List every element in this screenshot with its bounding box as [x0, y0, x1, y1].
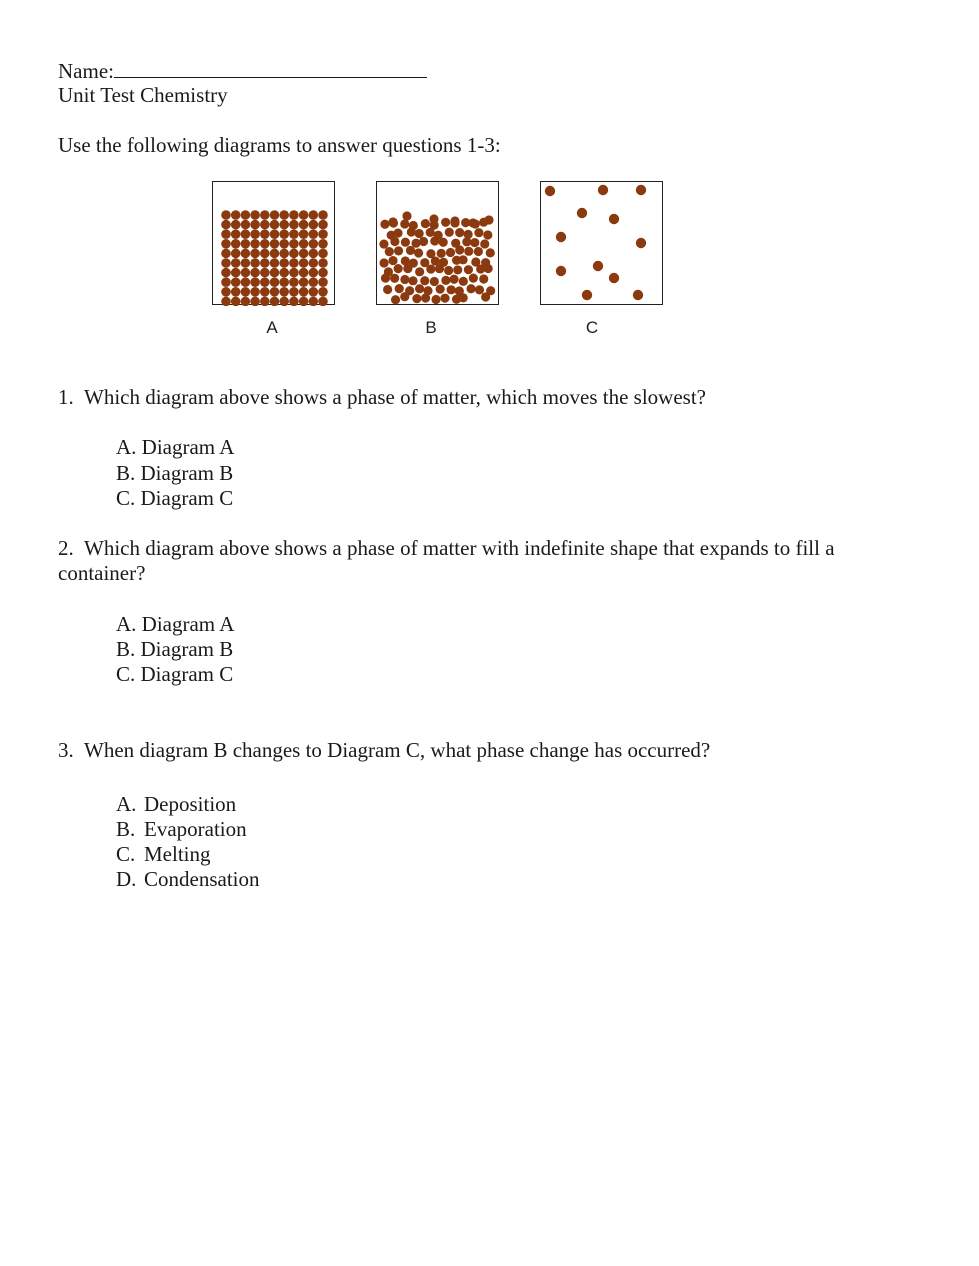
particle	[260, 268, 270, 278]
particle	[289, 287, 299, 297]
particle	[250, 210, 260, 220]
particle	[309, 229, 319, 239]
particle	[480, 239, 489, 248]
name-field	[58, 58, 427, 84]
particle	[241, 297, 251, 306]
particle	[318, 268, 328, 278]
particle	[318, 277, 328, 287]
particle	[289, 249, 299, 259]
test-title: Unit Test Chemistry	[58, 83, 228, 107]
question-3-option-a[interactable]	[116, 792, 236, 817]
particle	[241, 249, 251, 259]
particle	[593, 261, 603, 271]
particle	[231, 297, 241, 306]
option-text: Melting	[144, 842, 211, 866]
particle	[279, 287, 289, 297]
option-text: Deposition	[144, 792, 237, 816]
particle	[466, 284, 475, 293]
option-letter: C.	[116, 486, 136, 510]
particle	[447, 285, 456, 294]
particle	[260, 239, 270, 249]
particle	[221, 297, 231, 306]
particle	[459, 293, 468, 302]
particle	[299, 220, 309, 230]
name-blank-line[interactable]	[114, 58, 427, 78]
question-1-option-b[interactable]	[116, 461, 233, 486]
option-text: Diagram A	[141, 435, 235, 459]
particle	[379, 240, 388, 249]
option-letter: A.	[116, 792, 137, 816]
particle	[289, 297, 299, 306]
particle	[577, 208, 587, 218]
particle	[556, 266, 566, 276]
particle	[221, 220, 231, 230]
particle	[407, 227, 416, 236]
particle	[289, 220, 299, 230]
particle	[419, 237, 428, 246]
particle	[430, 277, 439, 286]
particle	[388, 256, 397, 265]
particle	[309, 210, 319, 220]
particle	[408, 276, 417, 285]
particle	[318, 249, 328, 259]
particle	[299, 277, 309, 287]
particle	[318, 297, 328, 306]
particle	[270, 229, 280, 239]
option-letter: C.	[116, 662, 136, 686]
option-letter: C.	[116, 842, 136, 866]
option-text: Diagram C	[140, 486, 234, 510]
question-2-text: Which diagram above shows a phase of matter with indefinite shape that expands to fill a container?	[58, 536, 835, 585]
particle	[270, 277, 280, 287]
particle	[241, 268, 251, 278]
particle	[241, 287, 251, 297]
particle	[221, 249, 231, 259]
option-text: Diagram C	[140, 662, 234, 686]
option-text: Diagram B	[140, 637, 234, 661]
particle	[582, 290, 592, 300]
particle	[250, 239, 260, 249]
particle	[426, 228, 435, 237]
particle	[260, 210, 270, 220]
question-1-option-c[interactable]	[116, 486, 233, 511]
particle	[415, 229, 424, 238]
particle	[309, 287, 319, 297]
particle	[270, 287, 280, 297]
particle	[400, 292, 409, 301]
particle	[221, 210, 231, 220]
particle	[444, 266, 453, 275]
particle	[231, 277, 241, 287]
particle	[484, 215, 493, 224]
particle	[270, 268, 280, 278]
particle	[318, 229, 328, 239]
particle	[270, 239, 280, 249]
particle	[309, 249, 319, 259]
instructions: Use the following diagrams to answer questions 1-3:	[58, 133, 501, 157]
particle	[436, 284, 445, 293]
particle	[279, 249, 289, 259]
particle	[391, 295, 400, 304]
particle	[441, 276, 450, 285]
particle	[426, 264, 435, 273]
particle	[462, 237, 471, 246]
particle	[279, 229, 289, 239]
particle	[231, 210, 241, 220]
question-2-option-a[interactable]	[116, 612, 234, 637]
particle	[380, 220, 389, 229]
particle	[400, 219, 409, 228]
particle	[435, 264, 444, 273]
particle	[431, 295, 440, 304]
particle	[270, 210, 280, 220]
question-1	[58, 385, 706, 410]
particle	[289, 239, 299, 249]
particle	[468, 218, 477, 227]
particle	[231, 249, 241, 259]
particle	[379, 258, 388, 267]
particle	[279, 210, 289, 220]
particle	[390, 274, 399, 283]
particle	[479, 274, 488, 283]
particle	[385, 247, 394, 256]
option-letter: D.	[116, 867, 137, 891]
particle	[231, 229, 241, 239]
particle	[429, 214, 438, 223]
particle	[633, 290, 643, 300]
particle	[241, 277, 251, 287]
particle	[318, 287, 328, 297]
particle	[270, 297, 280, 306]
particle	[241, 229, 251, 239]
particle	[474, 228, 483, 237]
particle	[250, 287, 260, 297]
particle	[299, 229, 309, 239]
particle	[318, 220, 328, 230]
particle	[388, 217, 397, 226]
particle	[250, 220, 260, 230]
particle	[299, 287, 309, 297]
particle	[270, 220, 280, 230]
particle	[474, 247, 483, 256]
particle	[260, 249, 270, 259]
particle	[469, 273, 478, 282]
particle	[406, 246, 415, 255]
particle	[221, 268, 231, 278]
particle	[309, 268, 319, 278]
diagram-b-liquid	[376, 181, 499, 305]
particle	[260, 277, 270, 287]
question-3-number: 3.	[58, 738, 74, 762]
particle	[439, 238, 448, 247]
particle	[484, 264, 493, 273]
diagram-c-particles	[541, 182, 664, 306]
diagram-a-label: A	[266, 318, 278, 337]
particle	[453, 265, 462, 274]
particle	[221, 277, 231, 287]
particle	[450, 216, 459, 225]
particle	[250, 229, 260, 239]
particle	[421, 219, 430, 228]
particle	[393, 228, 402, 237]
particle	[231, 220, 241, 230]
particle	[309, 220, 319, 230]
particle	[636, 185, 646, 195]
particle	[299, 297, 309, 306]
particle	[279, 239, 289, 249]
option-letter: B.	[116, 461, 136, 485]
particle	[420, 276, 429, 285]
particle	[556, 232, 566, 242]
question-2-number: 2.	[58, 536, 74, 560]
particle	[414, 248, 423, 257]
particle	[383, 285, 392, 294]
question-2-option-b[interactable]	[116, 637, 233, 662]
particle	[318, 258, 328, 268]
particle	[260, 258, 270, 268]
particle	[401, 238, 410, 247]
option-letter: B.	[116, 637, 136, 661]
particle	[318, 210, 328, 220]
particle	[221, 239, 231, 249]
particle	[415, 284, 424, 293]
question-1-text: Which diagram above shows a phase of matter, which moves the slowest?	[84, 385, 706, 409]
particle	[458, 255, 467, 264]
particle	[231, 268, 241, 278]
particle	[486, 248, 495, 257]
particle	[231, 239, 241, 249]
particle	[279, 220, 289, 230]
diagram-b-label: B	[425, 318, 437, 337]
particle	[270, 249, 280, 259]
particle	[250, 277, 260, 287]
particle	[309, 239, 319, 249]
particle	[260, 229, 270, 239]
particle	[464, 247, 473, 256]
diagram-c-gas	[540, 181, 663, 305]
particle	[421, 293, 430, 302]
particle	[455, 228, 464, 237]
particle	[609, 273, 619, 283]
particle	[402, 211, 411, 220]
particle	[241, 220, 251, 230]
particle	[221, 287, 231, 297]
particle	[289, 210, 299, 220]
particle	[260, 287, 270, 297]
particle	[394, 264, 403, 273]
option-text: Diagram A	[141, 612, 235, 636]
particle	[481, 292, 490, 301]
particle	[400, 275, 409, 284]
particle	[299, 249, 309, 259]
diagram-b-particles	[377, 182, 500, 306]
particle	[470, 238, 479, 247]
particle	[289, 277, 299, 287]
option-text: Condensation	[144, 867, 260, 891]
diagram-a-solid	[212, 181, 335, 305]
particle	[455, 245, 464, 254]
question-1-option-a[interactable]	[116, 435, 234, 460]
question-2-option-c[interactable]	[116, 662, 233, 687]
particle	[221, 258, 231, 268]
question-2	[58, 536, 898, 586]
particle	[289, 258, 299, 268]
particle	[545, 186, 555, 196]
particle	[250, 268, 260, 278]
particle	[250, 258, 260, 268]
particle	[299, 258, 309, 268]
particle	[446, 248, 455, 257]
particle	[636, 238, 646, 248]
question-3-text: When diagram B changes to Diagram C, what phase change has occurred?	[84, 738, 711, 762]
option-letter: A.	[116, 612, 137, 636]
particle	[381, 274, 390, 283]
particle	[441, 218, 450, 227]
option-letter: A.	[116, 435, 137, 459]
particle	[279, 258, 289, 268]
particle	[309, 277, 319, 287]
particle	[231, 258, 241, 268]
particle	[241, 210, 251, 220]
diagram-c-label: C	[585, 318, 599, 337]
particle	[221, 229, 231, 239]
particle	[309, 297, 319, 306]
question-3-option-d[interactable]	[116, 867, 260, 892]
particle	[260, 297, 270, 306]
particle	[279, 297, 289, 306]
particle	[609, 214, 619, 224]
particle	[445, 228, 454, 237]
question-3-option-b[interactable]	[116, 817, 247, 842]
name-label: Name:	[58, 59, 114, 83]
option-letter: B.	[116, 817, 136, 841]
particle	[289, 268, 299, 278]
particle	[299, 239, 309, 249]
particle	[390, 237, 399, 246]
particle	[395, 284, 404, 293]
particle	[437, 249, 446, 258]
particle	[430, 236, 439, 245]
particle	[415, 267, 424, 276]
question-3-option-c[interactable]	[116, 842, 211, 867]
particle	[449, 275, 458, 284]
option-text: Diagram B	[140, 461, 234, 485]
particle	[250, 249, 260, 259]
particle	[440, 294, 449, 303]
particle	[270, 258, 280, 268]
option-text: Evaporation	[144, 817, 247, 841]
particle	[241, 258, 251, 268]
particle	[475, 285, 484, 294]
particle	[250, 297, 260, 306]
question-1-number: 1.	[58, 385, 74, 409]
particle	[309, 258, 319, 268]
particle	[464, 265, 473, 274]
particle	[241, 239, 251, 249]
diagram-a-particles	[213, 182, 336, 306]
particle	[260, 220, 270, 230]
question-3	[58, 738, 710, 763]
particle	[279, 268, 289, 278]
particle	[459, 277, 468, 286]
particle	[318, 239, 328, 249]
particle	[394, 246, 403, 255]
particle	[403, 264, 412, 273]
particle	[412, 294, 421, 303]
particle	[598, 185, 608, 195]
particle	[299, 268, 309, 278]
particle	[231, 287, 241, 297]
particle	[483, 230, 492, 239]
particle	[289, 229, 299, 239]
particle	[279, 277, 289, 287]
particle	[299, 210, 309, 220]
